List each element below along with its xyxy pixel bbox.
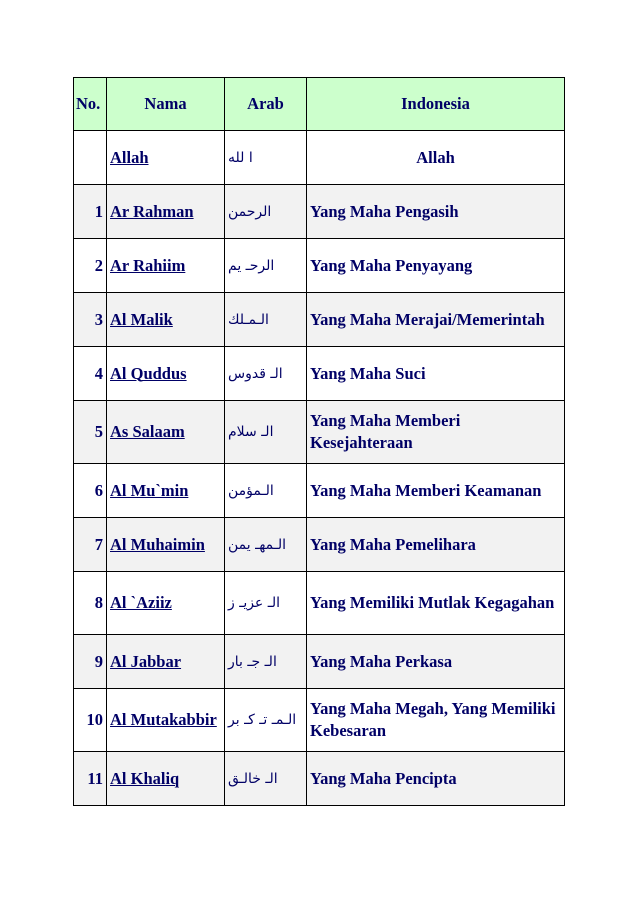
row-name[interactable]: Ar Rahman [107, 185, 225, 239]
row-number: 4 [74, 347, 107, 401]
row-number: 11 [74, 752, 107, 806]
row-number: 2 [74, 239, 107, 293]
table-row [74, 689, 565, 752]
row-arabic: الـمـلك [225, 293, 307, 347]
table-row [74, 518, 565, 572]
row-name[interactable]: Al `Aziiz [107, 572, 225, 635]
header-row [74, 78, 565, 131]
table-row [74, 401, 565, 464]
row-meaning: Yang Maha Suci [307, 347, 565, 401]
row-number: 5 [74, 401, 107, 464]
row-meaning: Yang Maha Megah, Yang Memiliki Kebesaran [307, 689, 565, 752]
header-nama: Nama [107, 78, 225, 131]
row-meaning: Yang Maha Pengasih [307, 185, 565, 239]
row-arabic: الـ جـ بار [225, 635, 307, 689]
asmaul-husna-table [73, 77, 565, 806]
row-number: 10 [74, 689, 107, 752]
header-indonesia: Indonesia [307, 78, 565, 131]
row-number: 1 [74, 185, 107, 239]
table-row [74, 293, 565, 347]
row-name[interactable]: As Salaam [107, 401, 225, 464]
row-arabic: الرحـ يم [225, 239, 307, 293]
row-number: 8 [74, 572, 107, 635]
table-row [74, 347, 565, 401]
row-name[interactable]: Al Malik [107, 293, 225, 347]
row-name[interactable]: Al Quddus [107, 347, 225, 401]
row-meaning: Yang Maha Memberi Kesejahteraan [307, 401, 565, 464]
row-arabic: الـمـ تـ كـ بر [225, 689, 307, 752]
row-number: 6 [74, 464, 107, 518]
row-name[interactable]: Al Jabbar [107, 635, 225, 689]
row-meaning: Yang Maha Penyayang [307, 239, 565, 293]
row-arabic: الرحمن [225, 185, 307, 239]
row-name[interactable]: Al Mutakabbir [107, 689, 225, 752]
row-arabic: الـ قدوس [225, 347, 307, 401]
table-row [74, 635, 565, 689]
table-row [74, 131, 565, 185]
row-arabic: الـ سلام [225, 401, 307, 464]
row-number: 9 [74, 635, 107, 689]
row-arabic: ا لله [225, 131, 307, 185]
row-number: 3 [74, 293, 107, 347]
row-name[interactable]: Al Mu`min [107, 464, 225, 518]
row-arabic: الـمؤمن [225, 464, 307, 518]
table-row [74, 464, 565, 518]
row-number: 7 [74, 518, 107, 572]
table-row [74, 185, 565, 239]
row-number [74, 131, 107, 185]
header-arab: Arab [225, 78, 307, 131]
row-name[interactable]: Al Muhaimin [107, 518, 225, 572]
header-no: No. [74, 78, 107, 131]
row-name[interactable]: Al Khaliq [107, 752, 225, 806]
row-arabic: الـمهـ يمن [225, 518, 307, 572]
row-arabic: الـ خالـق [225, 752, 307, 806]
row-meaning: Yang Memiliki Mutlak Kegagahan [307, 572, 565, 635]
row-meaning: Yang Maha Memberi Keamanan [307, 464, 565, 518]
row-meaning: Yang Maha Pemelihara [307, 518, 565, 572]
table-row [74, 239, 565, 293]
row-meaning: Allah [307, 131, 565, 185]
table-row [74, 572, 565, 635]
row-name[interactable]: Allah [107, 131, 225, 185]
row-meaning: Yang Maha Merajai/Memerintah [307, 293, 565, 347]
row-meaning: Yang Maha Perkasa [307, 635, 565, 689]
row-meaning: Yang Maha Pencipta [307, 752, 565, 806]
row-name[interactable]: Ar Rahiim [107, 239, 225, 293]
table-row [74, 752, 565, 806]
row-arabic: الـ عزيـ ز [225, 572, 307, 635]
